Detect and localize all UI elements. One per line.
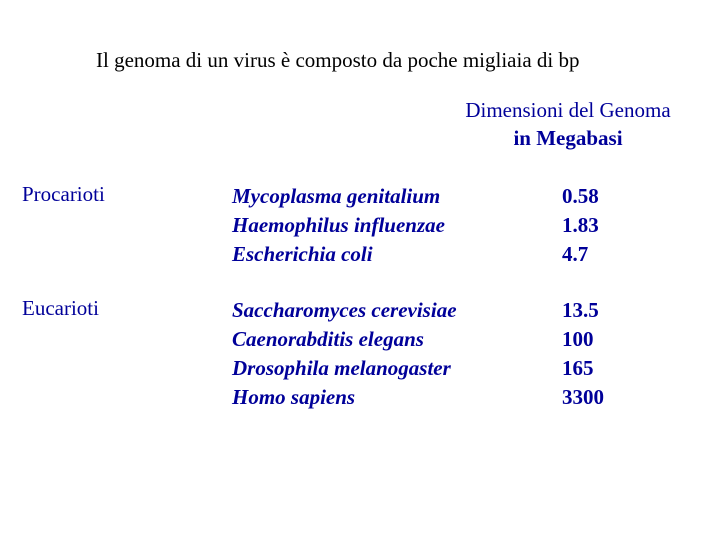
column-header-line-1: Dimensioni del Genoma [465, 98, 671, 122]
group-label-eucarioti: Eucarioti [22, 296, 99, 320]
group-label-procarioti: Procarioti [22, 182, 105, 206]
species-name: Homo sapiens [232, 385, 356, 409]
genome-size: 1.83 [562, 213, 599, 237]
species-name: Escherichia coli [232, 242, 373, 266]
genome-size: 165 [562, 356, 594, 380]
species-name: Mycoplasma genitalium [232, 184, 441, 208]
size-list-eucarioti [562, 296, 604, 412]
page-title: Il genoma di un virus è composto da poche migliaia di bp [96, 48, 580, 72]
genome-size: 4.7 [562, 242, 589, 266]
species-name: Saccharomyces cerevisiae [232, 298, 457, 322]
species-list-procarioti [232, 182, 445, 269]
genome-size: 13.5 [562, 298, 599, 322]
species-name: Caenorabditis elegans [232, 327, 424, 351]
genome-size: 100 [562, 327, 594, 351]
column-header-line-2: in Megabasi [513, 126, 623, 150]
column-header [440, 96, 696, 152]
species-name: Drosophila melanogaster [232, 356, 451, 380]
species-name: Haemophilus influenzae [232, 213, 445, 237]
species-list-eucarioti [232, 296, 457, 412]
genome-size: 0.58 [562, 184, 599, 208]
genome-size: 3300 [562, 385, 604, 409]
size-list-procarioti [562, 182, 599, 269]
